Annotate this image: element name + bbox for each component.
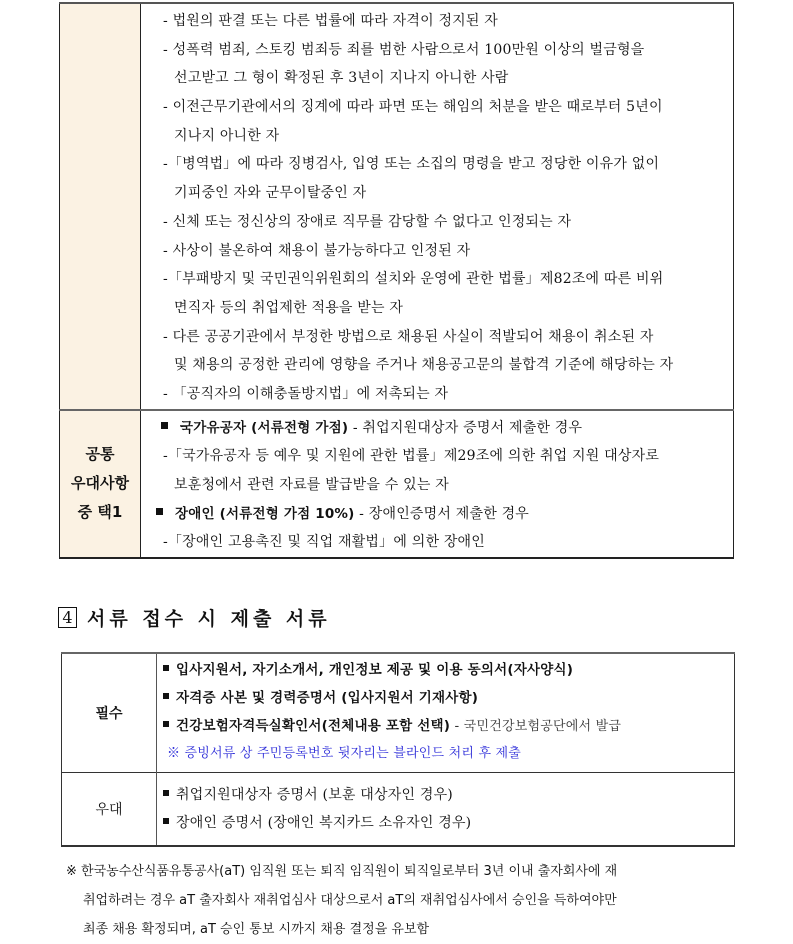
footnote-line: 취업하려는 경우 aT 출자회사 재취업심사 대상으로서 aT의 재취업심사에서 승인을 득하여야만 xyxy=(83,893,617,908)
common-preference-label-cell xyxy=(60,410,141,558)
required-doc-item xyxy=(157,684,734,712)
veteran-item-title: 국가유공자 (서류전형 가점) xyxy=(180,419,349,436)
common-preference-label-line: 공통 xyxy=(85,445,115,464)
disqualification-table xyxy=(59,2,734,559)
preferential-content-cell xyxy=(157,773,735,847)
square-bullet-icon xyxy=(163,721,169,727)
preferential-doc-item xyxy=(157,781,734,809)
disqualification-line: - 신체 또는 정신상의 장애로 직무를 감당할 수 없다고 인정되는 자 xyxy=(163,213,572,230)
preferential-doc-text: 취업지원대상자 증명서 (보훈 대상자인 경우) xyxy=(176,787,453,803)
disqualification-line: - 성폭력 범죄, 스토킹 범죄등 죄를 범한 사람으로서 100만원 이상의 벌금형을 xyxy=(163,41,645,58)
blind-processing-note: ※ 증빙서류 상 주민등록번호 뒷자리는 블라인드 처리 후 제출 xyxy=(167,746,522,761)
preferential-label-cell: 우대 xyxy=(62,773,157,847)
veteran-sub-line: 보훈청에서 관련 자료를 발급받을 수 있는 자 xyxy=(174,477,449,493)
section-number-box: 4 xyxy=(58,607,77,628)
disqualification-line: - 「공직자의 이해충돌방지법」에 저촉되는 자 xyxy=(163,385,449,402)
disqualification-line: - 사상이 불온하여 채용이 불가능하다고 인정된 자 xyxy=(163,242,471,259)
disabled-sub-line: -「장애인 고용촉진 및 직업 재활법」에 의한 장애인 xyxy=(163,534,485,551)
disabled-item xyxy=(141,500,733,529)
veteran-sub-line: -「국가유공자 등 예우 및 지원에 관한 법률」제29조에 의한 취업 지원 대상자로 xyxy=(163,448,660,465)
veteran-item-desc: - 취업지원대상자 증명서 제출한 경우 xyxy=(348,419,583,436)
footnote-line: 최종 채용 확정되며, aT 승인 통보 시까지 채용 결정을 유보함 xyxy=(83,922,430,937)
disqualification-line: -「병역법」에 따라 징병검사, 입영 또는 소집의 명령을 받고 정당한 이유가 없이 xyxy=(163,156,660,173)
square-bullet-icon xyxy=(156,508,163,515)
square-bullet-icon xyxy=(163,790,169,796)
required-doc-item xyxy=(157,656,734,684)
required-doc-item xyxy=(157,712,734,740)
square-bullet-icon xyxy=(163,665,169,671)
disqualification-line: - 이전근무기관에서의 징계에 따라 파면 또는 해임의 처분을 받은 때로부터 5년이 xyxy=(163,99,663,116)
disqualification-line: 지나지 아니한 자 xyxy=(174,127,280,144)
disqualification-label-cell xyxy=(60,3,141,410)
required-doc-desc: - 국민건강보험공단에서 발급 xyxy=(450,719,622,734)
required-doc-text: 건강보험자격득실확인서(전체내용 포함 선택) xyxy=(176,718,451,734)
reemployment-footnote xyxy=(66,857,756,944)
square-bullet-icon xyxy=(163,818,169,824)
disqualification-line: 면직자 등의 취업제한 적용을 받는 자 xyxy=(174,299,404,316)
required-documents-table xyxy=(61,652,735,847)
preferential-doc-text: 장애인 증명서 (장애인 복지카드 소유자인 경우) xyxy=(176,815,472,831)
disqualification-content-cell xyxy=(141,3,734,410)
common-preference-label-line: 우대사항 xyxy=(71,474,129,493)
disabled-item-desc: - 장애인증명서 제출한 경우 xyxy=(354,505,530,522)
common-preference-label-line: 중 택1 xyxy=(77,503,123,522)
common-preference-content-cell xyxy=(141,410,734,558)
required-doc-text: 입사지원서, 자기소개서, 개인정보 제공 및 이용 동의서(자사양식) xyxy=(176,662,574,678)
required-content-cell xyxy=(157,653,735,773)
required-label-cell: 필수 xyxy=(62,653,157,773)
veteran-item xyxy=(141,414,733,443)
disqualification-line: -「부패방지 및 국민권익위원회의 설치와 운영에 관한 법률」제82조에 따른 비위 xyxy=(163,271,664,288)
disqualification-line: 기피중인 자와 군무이탈중인 자 xyxy=(174,185,367,202)
required-doc-text: 자격증 사본 및 경력증명서 (입사지원서 기재사항) xyxy=(176,690,479,706)
section-title-text: 서류 접수 시 제출 서류 xyxy=(87,608,331,630)
disqualification-line: 및 채용의 공정한 관리에 영향을 주거나 채용공고문의 불합격 기준에 해당하는 자 xyxy=(174,357,674,374)
square-bullet-icon xyxy=(163,693,169,699)
footnote-line: ※ 한국농수산식품유통공사(aT) 임직원 또는 퇴직 임직원이 퇴직일로부터 3년 이내 출자회사에 재 xyxy=(66,864,618,879)
disqualification-line: - 법원의 판결 또는 다른 법률에 따라 자격이 정지된 자 xyxy=(163,13,498,29)
disabled-item-title: 장애인 (서류전형 가점 10%) xyxy=(175,505,355,522)
preferential-doc-item xyxy=(157,809,734,837)
square-bullet-icon xyxy=(161,422,168,429)
disqualification-line: - 다른 공공기관에서 부정한 방법으로 채용된 사실이 적발되어 채용이 취소된 자 xyxy=(163,328,654,345)
disqualification-line: 선고받고 그 형이 확정된 후 3년이 지나지 아니한 사람 xyxy=(174,70,509,87)
section-heading xyxy=(58,604,331,631)
